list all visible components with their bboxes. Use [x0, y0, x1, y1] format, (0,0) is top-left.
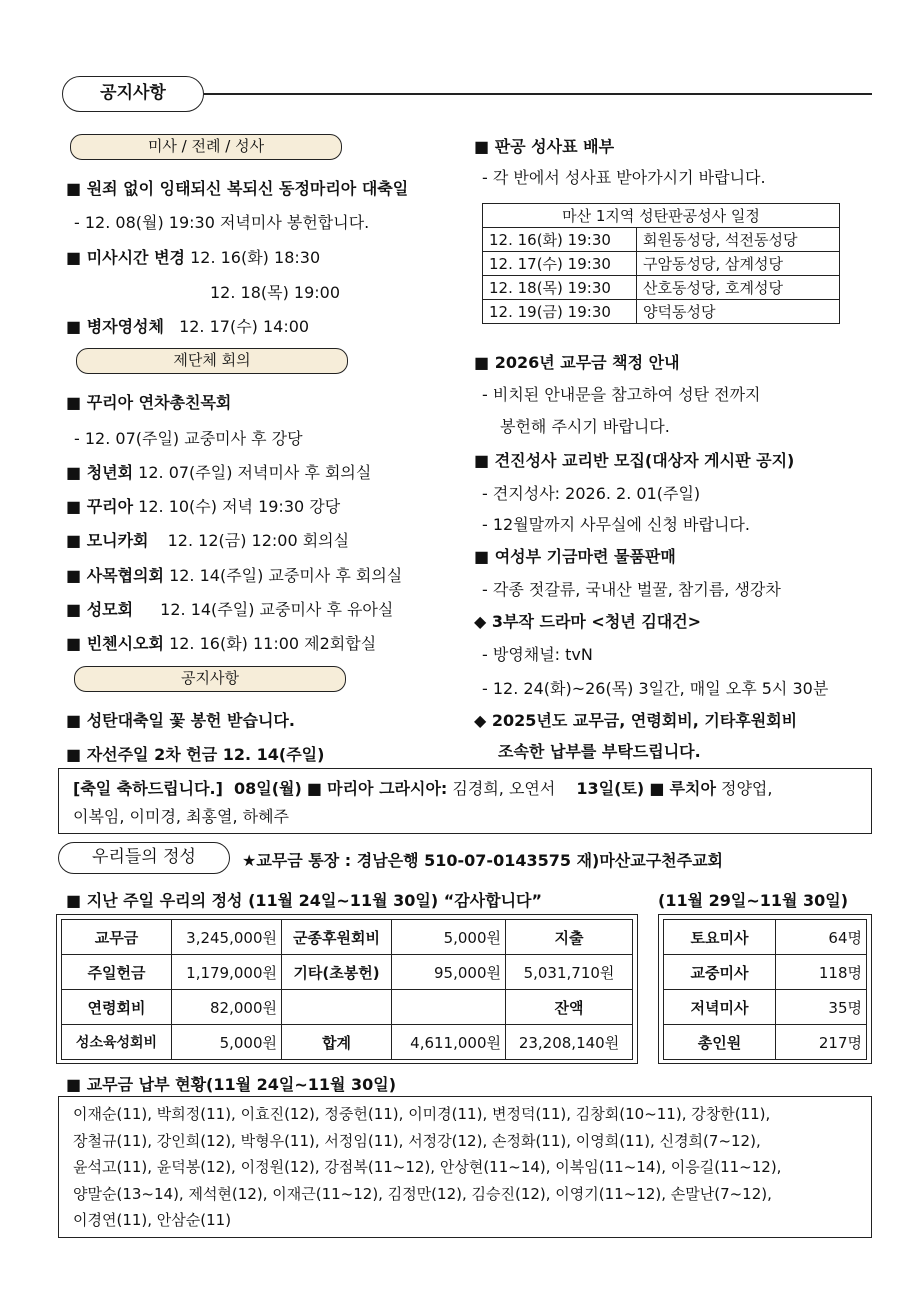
money-value: 23,208,140원	[506, 1025, 633, 1060]
attendance-label: 저녁미사	[664, 990, 776, 1025]
drama-text-1: - 방영채널: tvN	[482, 645, 593, 664]
meeting-mothers-label: ■ 성모회	[66, 600, 133, 619]
confirmation-text-1: - 견지성사: 2026. 2. 01(주일)	[482, 484, 701, 503]
meeting-youth	[66, 460, 371, 483]
money-empty	[282, 990, 392, 1025]
confession-schedule-table	[482, 203, 840, 324]
money-label: 주일헌금	[62, 955, 172, 990]
meeting-curia-label: ■ 꾸리아	[66, 497, 133, 516]
meeting-mothers	[66, 597, 393, 620]
feast-day-box: [축일 축하드립니다.] 08일(월) ■ 마리아 그라시아: 김경희, 오연서 13일(토) ■ 루치아 정양업, 이복임, 이미경, 최홍열, 하혜주	[58, 768, 872, 834]
money-label: 합계	[282, 1025, 392, 1060]
attendance-value: 64명	[776, 920, 867, 955]
attendance-value: 35명	[776, 990, 867, 1025]
table-row	[62, 1025, 633, 1060]
attendance-table	[663, 919, 867, 1060]
attendance-label: 토요미사	[664, 920, 776, 955]
notice-section-header: 공지사항	[62, 76, 204, 112]
sick-communion	[66, 314, 309, 337]
final-title-2: 조속한 납부를 부탁드립니다.	[498, 742, 701, 761]
meeting-pastoral-text: 12. 14(주일) 교중미사 후 회의실	[169, 566, 403, 585]
money-label: 지출	[506, 920, 633, 955]
women-sale-text: - 각종 젓갈류, 국내산 벌꿀, 참기름, 생강차	[482, 580, 781, 599]
money-value: 4,611,000원	[392, 1025, 506, 1060]
meeting-monica-label: ■ 모니카회	[66, 531, 149, 550]
meeting-curia-text: 12. 10(수) 저녁 19:30 강당	[138, 497, 341, 516]
mass-time-change-label: ■ 미사시간 변경	[66, 248, 185, 267]
money-label: 성소육성회비	[62, 1025, 172, 1060]
curia-party-text: - 12. 07(주일) 교중미사 후 강당	[74, 429, 303, 448]
payment-line: 윤석고(11), 윤덕봉(12), 이정원(12), 강점복(11~12), 안상현(11~14), 이복임(11~14), 이응길(11~12),	[73, 1158, 782, 1176]
meeting-mothers-text: 12. 14(주일) 교중미사 후 유아실	[160, 600, 394, 619]
meeting-monica	[66, 528, 349, 551]
schedule-row	[483, 276, 840, 300]
schedule-date: 12. 16(화) 19:30	[483, 228, 637, 252]
table-row	[664, 920, 867, 955]
attendance-value: 217명	[776, 1025, 867, 1060]
feast-date-2: 13일(토)	[576, 779, 645, 798]
attendance-value: 118명	[776, 955, 867, 990]
schedule-title: 마산 1지역 성탄판공성사 일정	[483, 204, 840, 228]
diamond-icon: ◆	[474, 612, 492, 631]
meetings-pill: 제단체 회의	[76, 348, 348, 374]
women-sale-title: ■ 여성부 기금마련 물품판매	[474, 544, 676, 567]
schedule-place: 산호동성당, 호계성당	[637, 276, 840, 300]
payment-line: 이경연(11), 안삼순(11)	[73, 1211, 232, 1229]
money-label: 교무금	[62, 920, 172, 955]
attendance-label: 총인원	[664, 1025, 776, 1060]
feast-people-line-2: 이복임, 이미경, 최홍열, 하혜주	[73, 807, 289, 826]
meeting-curia	[66, 494, 340, 517]
payment-box	[58, 1096, 872, 1238]
ticket-title: ■ 판공 성사표 배부	[474, 134, 614, 157]
money-label: 군종후원회비	[282, 920, 392, 955]
sick-communion-label: ■ 병자영성체	[66, 317, 164, 336]
feast-label: [축일 축하드립니다.]	[73, 779, 223, 798]
table-row	[62, 920, 633, 955]
feast-name-1: 마리아 그라시아:	[327, 779, 448, 798]
schedule-row	[483, 300, 840, 324]
payment-line: 장철규(11), 강인희(12), 박형우(11), 서정임(11), 서정강(12), 손정화(11), 이영희(11), 신경희(7~12),	[73, 1131, 761, 1150]
tithe-title: ■ 2026년 교무금 책정 안내	[474, 350, 680, 373]
meeting-pastoral-label: ■ 사목협의회	[66, 566, 164, 585]
feast-name-2: 루치아	[669, 779, 716, 798]
immaculate-feast-text: - 12. 08(월) 19:30 저녁미사 봉헌합니다.	[74, 213, 370, 232]
money-label: 연령회비	[62, 990, 172, 1025]
table-row	[664, 990, 867, 1025]
money-value: 3,245,000원	[172, 920, 282, 955]
notice-flowers: ■ 성탄대축일 꽃 봉헌 받습니다.	[66, 708, 295, 731]
schedule-place: 구암동성당, 삼계성당	[637, 252, 840, 276]
money-value: 5,000원	[392, 920, 506, 955]
feast-people-2: 정양업,	[721, 779, 773, 798]
table-row	[62, 955, 633, 990]
meeting-pastoral	[66, 563, 402, 586]
table-row	[664, 955, 867, 990]
header-rule	[204, 93, 872, 95]
tithe-text-1: - 비치된 안내문을 참고하여 성탄 전까지	[482, 385, 761, 404]
attendance-table-frame	[658, 914, 872, 1064]
feast-date-1: 08일(월)	[234, 779, 302, 798]
mass-time-change-2: 12. 18(목) 19:00	[210, 283, 341, 302]
attendance-period: (11월 29일~11월 30일)	[658, 891, 849, 910]
money-label: 잔액	[506, 990, 633, 1025]
attendance-label: 교중미사	[664, 955, 776, 990]
payment-title: ■ 교무금 납부 현황(11월 24일~11월 30일)	[66, 1072, 396, 1095]
money-table	[61, 919, 633, 1060]
sick-communion-time: 12. 17(수) 14:00	[179, 317, 310, 336]
mass-liturgy-pill: 미사 / 전례 / 성사	[70, 134, 342, 160]
money-value: 1,179,000원	[172, 955, 282, 990]
drama-text-2: - 12. 24(화)~26(목) 3일간, 매일 오후 5시 30분	[482, 679, 829, 698]
last-week-title: ■ 지난 주일 우리의 정성 (11월 24일~11월 30일) “감사합니다”	[66, 888, 542, 911]
schedule-row	[483, 252, 840, 276]
meeting-youth-label: ■ 청년회	[66, 463, 133, 482]
money-value: 5,031,710원	[506, 955, 633, 990]
offering-section-header: 우리들의 정성	[58, 842, 230, 874]
schedule-row	[483, 228, 840, 252]
money-value: 82,000원	[172, 990, 282, 1025]
curia-party-title: ■ 꾸리아 연차총친목회	[66, 390, 231, 413]
confirmation-text-2: - 12월말까지 사무실에 신청 바랍니다.	[482, 515, 750, 534]
tithe-text-2: 봉헌해 주시기 바랍니다.	[500, 417, 670, 436]
schedule-date: 12. 18(목) 19:30	[483, 276, 637, 300]
confirmation-title: ■ 견진성사 교리반 모집(대상자 게시판 공지)	[474, 448, 794, 471]
meeting-vincent-label: ■ 빈첸시오회	[66, 634, 164, 653]
final-title-1: ◆ 2025년도 교무금, 연령회비, 기타후원회비	[474, 711, 798, 730]
schedule-date: 12. 19(금) 19:30	[483, 300, 637, 324]
schedule-place: 회원동성당, 석전동성당	[637, 228, 840, 252]
meeting-vincent-text: 12. 16(화) 11:00 제2회합실	[169, 634, 377, 653]
payment-line: 양말순(13~14), 제석현(12), 이재근(11~12), 김정만(12), 김승진(12), 이영기(11~12), 손말난(7~12),	[73, 1184, 772, 1203]
mass-time-change	[66, 245, 320, 268]
drama-title: ◆ 3부작 드라마 <청년 김대건>	[474, 612, 702, 631]
diamond-icon: ◆	[474, 711, 492, 730]
meeting-vincent	[66, 631, 376, 654]
schedule-date: 12. 17(수) 19:30	[483, 252, 637, 276]
payment-line: 이재순(11), 박희정(11), 이효진(12), 정중헌(11), 이미경(11), 변정덕(11), 김창회(10~11), 강창한(11),	[73, 1105, 771, 1123]
money-value: 5,000원	[172, 1025, 282, 1060]
money-table-frame	[56, 914, 638, 1064]
table-row	[664, 1025, 867, 1060]
meeting-youth-text: 12. 07(주일) 저녁미사 후 회의실	[138, 463, 372, 482]
schedule-place: 양덕동성당	[637, 300, 840, 324]
ticket-text: - 각 반에서 성사표 받아가시기 바랍니다.	[482, 168, 766, 187]
money-empty	[392, 990, 506, 1025]
money-value: 95,000원	[392, 955, 506, 990]
notice-pill: 공지사항	[74, 666, 346, 692]
money-label: 기타(초봉헌)	[282, 955, 392, 990]
account-info: ★교무금 통장 : 경남은행 510-07-0143575 재)마산교구천주교회	[242, 851, 723, 870]
table-row	[62, 990, 633, 1025]
feast-people-1: 김경희, 오연서	[452, 779, 556, 798]
meeting-monica-text: 12. 12(금) 12:00 회의실	[167, 531, 350, 550]
mass-time-change-1: 12. 16(화) 18:30	[190, 248, 321, 267]
immaculate-feast-title: ■ 원죄 없이 잉태되신 복되신 동정마리아 대축일	[66, 176, 408, 199]
notice-charity: ■ 자선주일 2차 헌금 12. 14(주일)	[66, 742, 324, 765]
